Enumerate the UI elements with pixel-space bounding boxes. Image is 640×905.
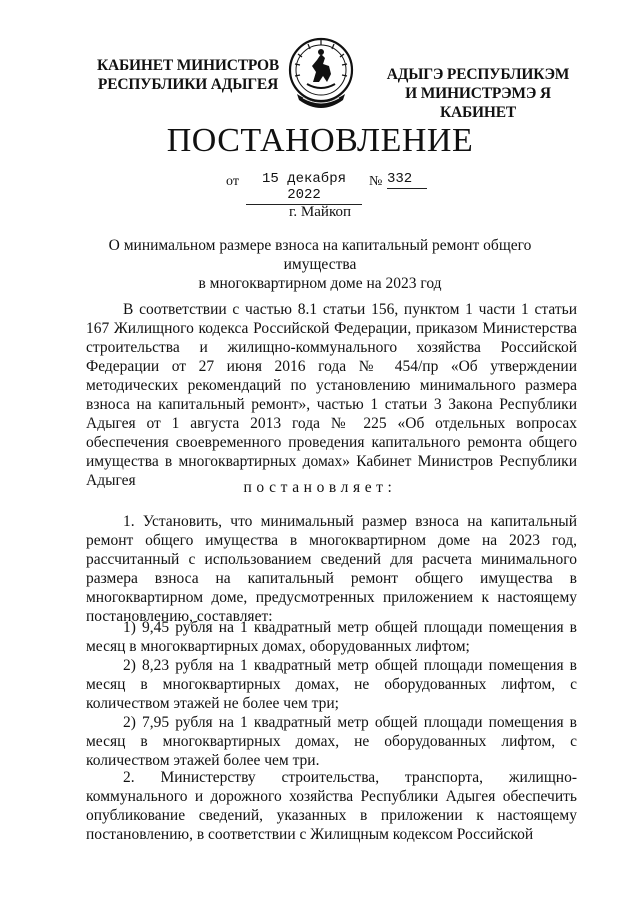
paragraph-1-text: 1. Установить, что минимальный размер взноса на капитальный ремонт общего имущества в многоквартирном доме на 2023 год, рассчитанный с использованием сведений для расчета минимального размера взноса на капитальный ремонт общего имущества в многоквартирном доме, предусмотренных приложением к настоящему постановлению, составляет: [86, 513, 577, 625]
issuer-name-russian [93, 56, 283, 94]
document-number: 332 [387, 171, 427, 189]
city: г. Майкоп [288, 204, 352, 220]
issuer-line-1: КАБИНЕТ МИНИСТРОВ [96, 57, 280, 74]
issuer-line-2-adyghe: И МИНИСТРЭМЭ Я КАБИНЕТ [405, 85, 551, 121]
document-title: ПОСТАНОВЛЕНИЕ [166, 122, 474, 159]
issuer-name-adyghe [366, 65, 590, 122]
document-date: 15 декабря 2022 [246, 171, 362, 205]
issuer-line-1-adyghe: АДЫГЭ РЕСПУБЛИКЭМ [386, 66, 570, 83]
rate-items-list [86, 618, 577, 770]
list-item: 1) 9,45 рубля на 1 квадратный метр общей площади помещения в месяц в многоквартирных домах, оборудованных лифтом; [86, 619, 577, 655]
coat-of-arms-emblem-icon [283, 36, 359, 116]
subject-line-2: в многоквартирном доме на 2023 год [198, 275, 442, 292]
intro-paragraph [86, 300, 577, 490]
from-label: от [226, 174, 239, 189]
issuer-line-2: РЕСПУБЛИКИ АДЫГЕЯ [97, 76, 279, 93]
subject-line-1: О минимальном размере взноса на капитальный ремонт общего имущества [108, 237, 532, 273]
list-item: 2) 8,23 рубля на 1 квадратный метр общей площади помещения в месяц в многоквартирных домах, не оборудованных лифтом, с количеством этажей не более чем три; [86, 657, 577, 712]
resolve-word: постановляет: [243, 479, 397, 496]
list-item: 2) 7,95 рубля на 1 квадратный метр общей площади помещения в месяц в многоквартирных домах, не оборудованных лифтом, с количеством этажей более чем три. [86, 714, 577, 769]
intro-text: В соответствии с частью 8.1 статьи 156, пунктом 1 части 1 статьи 167 Жилищного кодекса Российской Федерации, приказом Министерства строительства и жилищно-коммунального хозяйства Российской Федерации от 27 июня 2016 года № 454/пр «Об утверждении методических рекомендаций по установлению минимального размера взноса на капитальный ремонт», частью 1 статьи 3 Закона Республики Адыгея от 1 августа 2013 года № 225 «Об отдельных вопросах обеспечения своевременного проведения капитального ремонта общего имущества в многоквартирных домах» Кабинет Министров Республики Адыгея [86, 301, 577, 489]
number-label: № [369, 174, 383, 189]
document-subject [80, 236, 560, 293]
paragraph-1 [86, 512, 577, 626]
paragraph-2-text: 2. Министерству строительства, транспорта, жилищно-коммунального и дорожного хозяйства Республики Адыгея обеспечить опубликование сведений, указанных в приложении к настоящему постановлению, в соответствии с Жилищным кодексом Российской [86, 769, 577, 843]
paragraph-2 [86, 768, 577, 844]
